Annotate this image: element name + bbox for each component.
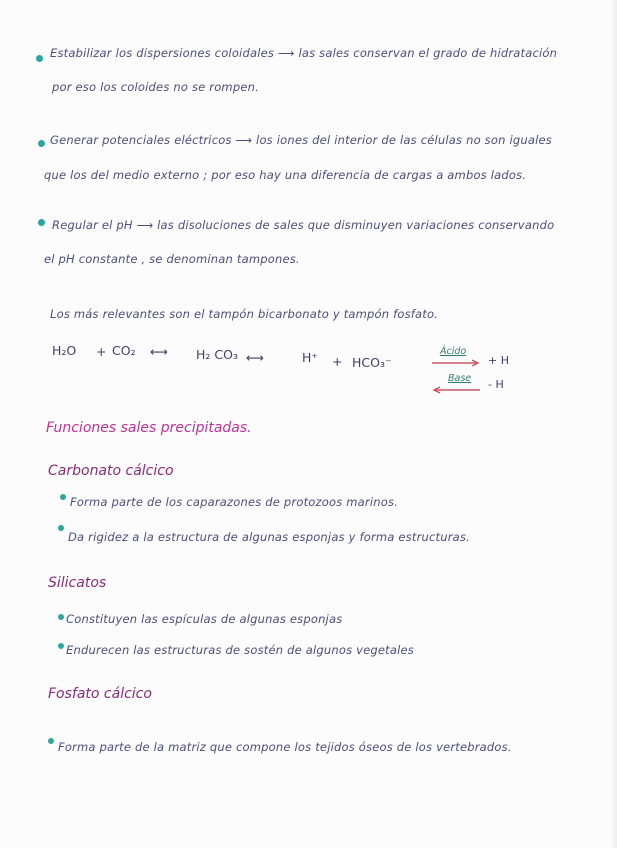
- formula-co2: CO₂: [112, 343, 136, 358]
- base-result: - H: [488, 378, 504, 391]
- acid-arrow-icon: [432, 359, 482, 367]
- tampon-sentence: Los más relevantes son el tampón bicarbonato y tampón fosfato.: [50, 307, 439, 321]
- formula-h2o: H₂O: [52, 343, 77, 358]
- formula-plus: +: [332, 354, 343, 369]
- formula-plus: +: [96, 344, 107, 359]
- bullet-ph-line1: Regular el pH ⟶ las disoluciones de sales que disminuyen variaciones conservando: [52, 218, 555, 232]
- bullet-potentials-line1: Generar potenciales eléctricos ⟶ los iones del interior de las células no son iguales: [50, 133, 552, 147]
- section-title: Funciones sales precipitadas.: [46, 420, 252, 436]
- silicatos-bullet-2: Endurecen las estructuras de sostén de algunos vegetales: [66, 643, 414, 657]
- fosfato-bullet-1: Forma parte de la matriz que compone los tejidos óseos de los vertebrados.: [58, 740, 512, 754]
- bullet-ph-line2: el pH constante , se denominan tampones.: [44, 252, 300, 266]
- fosfato-title: Fosfato cálcico: [48, 686, 152, 702]
- bullet-dot: [58, 525, 64, 531]
- silicatos-bullet-1: Constituyen las espículas de algunas esponjas: [66, 612, 343, 626]
- acid-result: + H: [488, 354, 509, 367]
- carbonato-bullet-1: Forma parte de los caparazones de protozoos marinos.: [70, 495, 399, 509]
- formula-h-plus: H⁺: [302, 350, 318, 365]
- formula-hco3: HCO₃⁻: [352, 355, 392, 370]
- base-label: Base: [448, 373, 472, 384]
- bullet-stabilize-line1: Estabilizar los dispersiones coloidales ⟶ las sales conservan el grado de hidratación: [50, 46, 558, 60]
- formula-arrow: ⟷: [150, 344, 168, 359]
- bullet-dot: [58, 643, 64, 649]
- page-edge-shadow: [611, 0, 617, 848]
- formula-arrow: ⟷: [246, 350, 264, 365]
- silicatos-title: Silicatos: [48, 575, 107, 591]
- bullet-potentials-line2: que los del medio externo ; por eso hay una diferencia de cargas a ambos lados.: [44, 168, 527, 182]
- carbonato-bullet-2: Da rigidez a la estructura de algunas esponjas y forma estructuras.: [68, 530, 470, 544]
- acid-label: Ácido: [440, 346, 467, 357]
- formula-h2co3: H₂ CO₃: [196, 347, 238, 362]
- bullet-dot: [36, 55, 43, 62]
- bullet-dot: [38, 219, 45, 226]
- bullet-dot: [60, 494, 66, 500]
- carbonato-title: Carbonato cálcico: [48, 463, 174, 479]
- base-arrow-icon: [432, 386, 482, 394]
- bullet-dot: [38, 140, 45, 147]
- bullet-stabilize-line2: por eso los coloides no se rompen.: [52, 80, 259, 94]
- bullet-dot: [48, 738, 54, 744]
- bullet-dot: [58, 614, 64, 620]
